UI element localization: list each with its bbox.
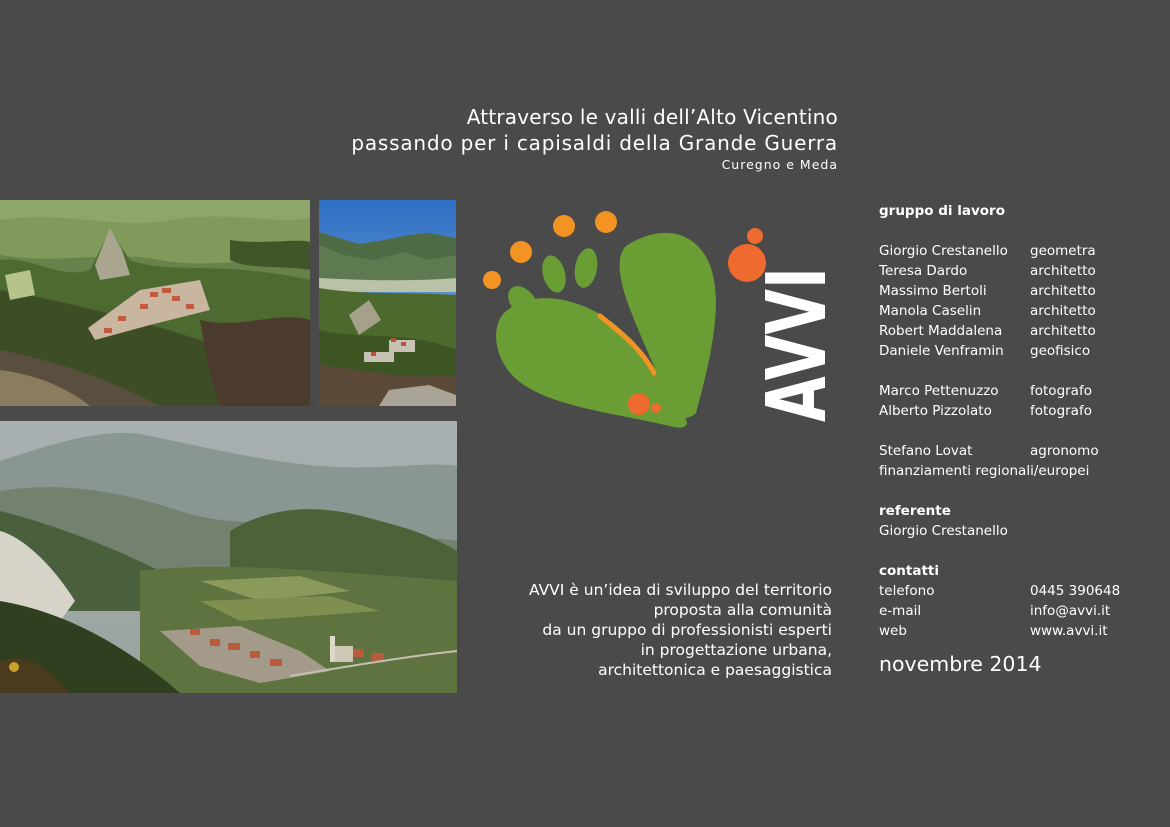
- member-role: geofisico: [1030, 343, 1091, 359]
- team-member: [879, 341, 1159, 361]
- photographer: [879, 401, 1159, 421]
- logo-dot-red-1: [628, 393, 650, 415]
- publication-date: novembre 2014: [879, 652, 1042, 676]
- contact-email: [879, 601, 1159, 621]
- logo-petal-3: [572, 246, 601, 289]
- member-name: Massimo Bertoli: [879, 283, 987, 299]
- team-member: [879, 241, 1159, 261]
- team-member: [879, 321, 1159, 341]
- misty-valley-photo: [0, 421, 457, 693]
- member-name: Manola Caselin: [879, 303, 982, 319]
- member-name: Marco Pettenuzzo: [879, 383, 999, 399]
- description-block: [529, 580, 832, 680]
- contact-phone: [879, 581, 1159, 601]
- contact-label: web: [879, 623, 907, 639]
- logo-dot-red-4: [747, 228, 763, 244]
- member-role: agronomo: [1030, 443, 1099, 459]
- contact-value[interactable]: www.avvi.it: [1030, 623, 1108, 639]
- member-name: Giorgio Crestanello: [879, 243, 1008, 259]
- description-line: AVVI è un’idea di sviluppo del territorio: [528, 581, 832, 599]
- member-role: architetto: [1030, 303, 1096, 319]
- member-name: Stefano Lovat: [879, 443, 973, 459]
- member-role: fotografo: [1030, 403, 1092, 419]
- member-name: Daniele Venframin: [879, 343, 1004, 359]
- contact-label: telefono: [879, 583, 935, 599]
- referent-name: Giorgio Crestanello: [879, 523, 1008, 539]
- team-member: [879, 301, 1159, 321]
- team-member: [879, 261, 1159, 281]
- member-role: architetto: [1030, 323, 1096, 339]
- title-line-2: passando per i capisaldi della Grande Guerra: [351, 131, 838, 155]
- contact-web: [879, 621, 1159, 641]
- member-name: Alberto Pizzolato: [879, 403, 992, 419]
- avvi-logo: [476, 208, 836, 433]
- description-line: da un gruppo di professionisti esperti: [542, 621, 832, 639]
- photographer: [879, 381, 1159, 401]
- logo-dot-orange-4: [595, 211, 617, 233]
- member-role: architetto: [1030, 263, 1096, 279]
- team-title: gruppo di lavoro: [879, 203, 1005, 219]
- description-line: proposta alla comunità: [653, 601, 832, 619]
- title-line-1: Attraverso le valli dell’Alto Vicentino: [466, 105, 838, 129]
- logo-dot-orange-3: [553, 215, 575, 237]
- contact-value[interactable]: info@avvi.it: [1030, 603, 1111, 619]
- funding-line: finanziamenti regionali/europei: [879, 463, 1090, 479]
- member-name: Teresa Dardo: [879, 263, 968, 279]
- title-block: [351, 104, 838, 173]
- referent-title: referente: [879, 503, 951, 519]
- contact-label: e-mail: [879, 603, 922, 619]
- member-role: geometra: [1030, 243, 1096, 259]
- description-line: architettonica e paesaggistica: [598, 661, 832, 679]
- description-line: in progettazione urbana,: [640, 641, 832, 659]
- member-role: architetto: [1030, 283, 1096, 299]
- member-name: Robert Maddalena: [879, 323, 1003, 339]
- agronomist: [879, 441, 1159, 461]
- logo-dot-orange-1: [483, 271, 501, 289]
- info-column: [879, 201, 1159, 679]
- contact-value: 0445 390648: [1030, 583, 1121, 599]
- logo-wordmark: AVVI: [750, 208, 836, 422]
- subtitle: Curegno e Meda: [721, 157, 838, 172]
- contacts-title: contatti: [879, 563, 939, 579]
- logo-petal-2: [538, 253, 569, 295]
- logo-dot-orange-2: [510, 241, 532, 263]
- team-member: [879, 281, 1159, 301]
- logo-dot-red-2: [651, 403, 661, 413]
- member-role: fotografo: [1030, 383, 1092, 399]
- mountain-sky-photo: [319, 200, 456, 406]
- valley-peak-photo: [0, 200, 310, 406]
